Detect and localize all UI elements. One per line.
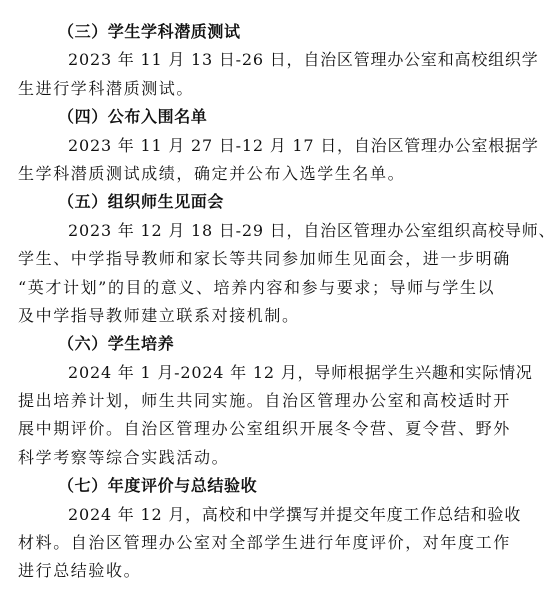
section-6-line-2: 提出培养计划，师生共同实施。自治区管理办公室和高校适时开 [18, 391, 511, 411]
section-3-line-2: 生进行学科潜质测试。 [18, 78, 195, 98]
section-7-line-1: 2024 年 12 月，高校和中学撰写并提交年度工作总结和验收 [68, 504, 522, 524]
section-6-line-3: 展中期评价。自治区管理办公室组织开展冬令营、夏令营、野外 [18, 419, 511, 439]
section-7-line-3: 进行总结验收。 [18, 561, 142, 581]
section-6-line-4: 科学考察等综合实践活动。 [18, 447, 230, 467]
section-3-line-1: 2023 年 11 月 13 日-26 日，自治区管理办公室和高校组织学 [68, 50, 539, 70]
section-heading-6: （六）学生培养 [58, 334, 175, 354]
section-heading-7: （七）年度评价与总结验收 [58, 476, 258, 496]
section-7-line-2: 材料。自治区管理办公室对全部学生进行年度评价，对年度工作 [18, 533, 511, 553]
section-4-line-2: 生学科潜质测试成绩，确定并公布入选学生名单。 [18, 163, 406, 183]
section-5-line-2: 学生、中学指导教师和家长等共同参加师生见面会，进一步明确 [18, 249, 511, 269]
section-5-line-3: “英才计划”的目的意义、培养内容和参与要求；导师与学生以 [18, 277, 496, 297]
section-5-line-4: 及中学指导教师建立联系对接机制。 [18, 305, 300, 325]
section-6-line-1: 2024 年 1 月-2024 年 12 月，导师根据学生兴趣和实际情况 [68, 362, 533, 382]
section-heading-5: （五）组织师生见面会 [58, 192, 225, 212]
section-heading-3: （三）学生学科潜质测试 [58, 22, 241, 41]
section-heading-4: （四）公布入围名单 [58, 107, 208, 127]
section-4-line-1: 2023 年 11 月 27 日-12 月 17 日，自治区管理办公室根据学 [68, 135, 539, 155]
section-5-line-1: 2023 年 12 月 18 日-29 日，自治区管理办公室组织高校导师、 [68, 220, 555, 240]
